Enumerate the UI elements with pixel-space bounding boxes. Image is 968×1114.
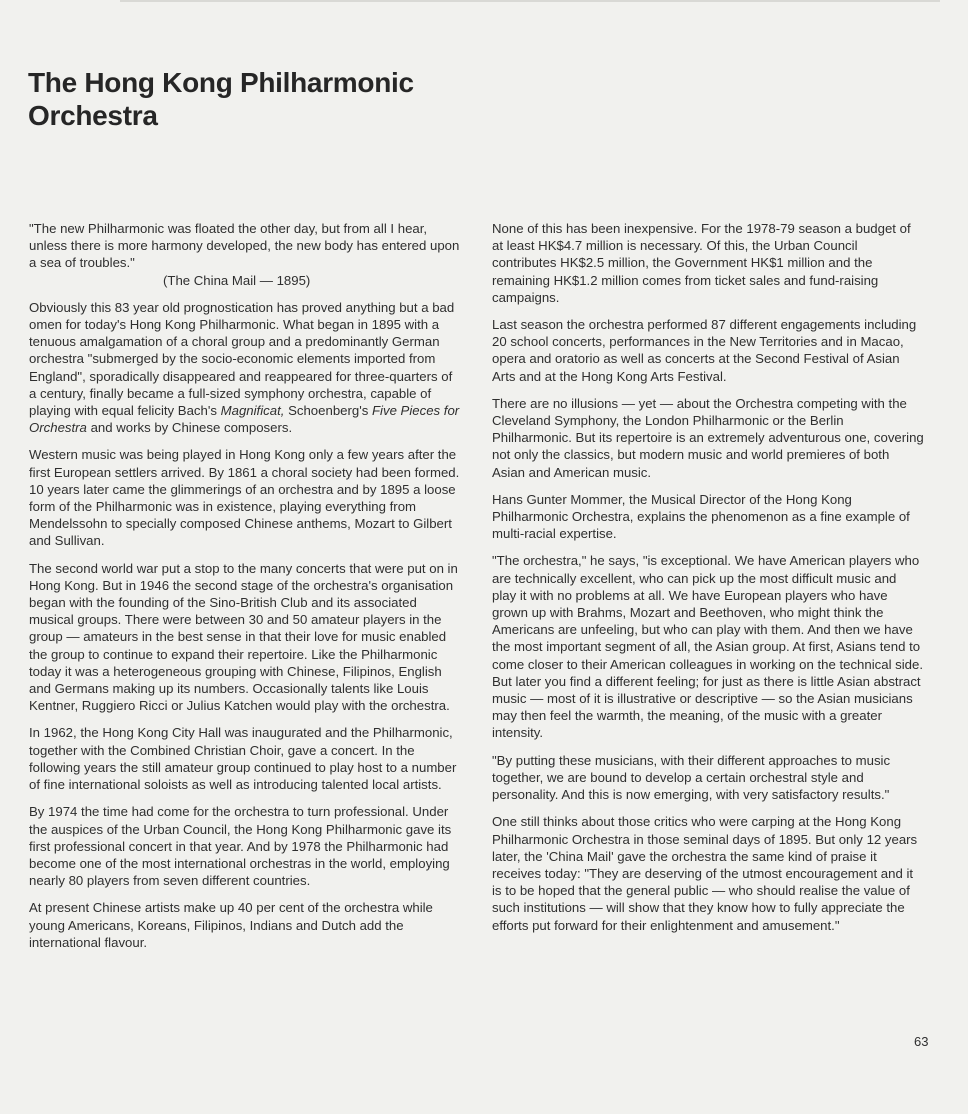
paragraph: In 1962, the Hong Kong City Hall was inaugurated and the Philharmonic, together with the Combined Christian Choir, gave a concert. In the following years the still amateur group continued to play host to a number of fine international soloists as well as introducing talented local artists. <box>29 725 457 793</box>
top-edge-rule <box>120 0 940 2</box>
paragraph: One still thinks about those critics who were carping at the Hong Kong Philharmonic Orchestra in those seminal days of 1895. But only 12 years later, the 'China Mail' gave the orchestra the same kind of praise it receives today: "They are deserving of the utmost encouragement and it is to be hoped that the general public — who should realise the value of such institutions — will show that they know how to fully appreciate the efforts put forward for their enlightenment and amusement." <box>492 814 918 933</box>
paragraph: By 1974 the time had come for the orchestra to turn professional. Under the auspices of the Urban Council, the Hong Kong Philharmonic gave its first professional concert in that year. And by 1978 the Philharmonic had become one of the most international orchestras in the world, employing nearly 80 players from seven different countries. <box>29 804 452 889</box>
paragraph: The second world war put a stop to the many concerts that were put on in Hong Kong. But in 1946 the second stage of the orchestra's organisation began with the founding of the Sino-British Club and its associated musical groups. There were between 30 and 50 amateur players in the group — amateurs in the best sense in that their love for music enabled the group to continue to expand their repertoire. Like the Philharmonic today it was a heterogeneous grouping with Chinese, Filipinos, English and Germans making up its numbers. Occasionally talents like Louis Kentner, Ruggiero Ricci or Julius Katchen would play with the orchestra. <box>29 560 458 714</box>
work-title-magnificat: Magnificat, <box>220 403 285 419</box>
paragraph: Hans Gunter Mommer, the Musical Director of the Hong Kong Philharmonic Orchestra, explains the phenomenon as a fine example of multi-racial expertise. <box>492 491 910 542</box>
paragraph: "The orchestra," he says, "is exceptional. We have American players who are technically excellent, who can pick up the most difficult music and play it with no problems at all. We have European players who have grown up with Brahms, Mozart and Beethoven, who might think the Americans are unfeeling, but who can play with them. And then we have the most important segment of all, the Asian group. At first, Asians tend to come closer to their American colleagues in working on the technical side. But later you find a different feeling; for just as there is little Asian abstract music — most of it is illustrative or descriptive — so the Asian musicians may then feel the warmth, the meaning, of the music with a greater intensity. <box>492 553 924 741</box>
left-column <box>29 220 461 961</box>
paragraph: At present Chinese artists make up 40 per cent of the orchestra while young Americans, Koreans, Filipinos, Indians and Dutch add the international flavour. <box>29 900 433 950</box>
quote-source: (The China Mail — 1895) <box>163 272 311 288</box>
paragraph: None of this has been inexpensive. For the 1978-79 season a budget of at least HK$4.7 million is necessary. Of this, the Urban Council contributes HK$2.5 million, the Government HK$1 million and the remaining HK$1.2 million comes from ticket sales and fund-raising campaigns. <box>492 221 911 305</box>
paragraph: "By putting these musicians, with their different approaches to music together, we are bound to develop a certain orchestral style and personality. And this is now emerging, with very satisfactory results." <box>492 752 891 803</box>
paragraph-text: Obviously this 83 year old prognostication has proved anything but a bad omen for today's Hong Kong Philharmonic. What began in 1895 with a tenuous amalgamation of a choral group and a predominantly German orchestra "submerged by the socio-economic elements imported from England", sporadically disappeared and reappeared for three-quarters of a century, finally became a full-sized symphony orchestra, capable of playing with equal felicity Bach's <box>29 299 455 419</box>
paragraph: Western music was being played in Hong Kong only a few years after the first European settlers arrived. By 1861 a choral society had been formed. 10 years later came the glimmerings of an orchestra and by 1895 a loose form of the Philharmonic was in existence, playing everything from Mendelssohn to specially composed Chinese anthems, Mozart to Gilbert and Sullivan. <box>29 447 460 549</box>
right-column <box>492 220 924 944</box>
opening-quote <box>29 220 461 289</box>
paragraph <box>29 299 461 437</box>
work-title-five-pieces: Five Pieces for Orchestra <box>29 403 460 436</box>
page-title: The Hong Kong Philharmonic Orchestra <box>28 67 414 131</box>
paragraph: There are no illusions — yet — about the Orchestra competing with the Cleveland Symphony, the London Philharmonic or the Berlin Philharmonic. But its repertoire is an extremely adventurous one, covering not only the classics, but modern music and world premieres of both Asian and American music. <box>492 395 924 480</box>
quote-text: "The new Philharmonic was floated the other day, but from all I hear, unless there is more harmony developed, the new body has entered upon a sea of troubles." <box>29 221 460 271</box>
page-number: 63 <box>914 1034 929 1049</box>
paragraph-text: Schoenberg's <box>284 403 372 419</box>
paragraph: Last season the orchestra performed 87 different engagements including 20 school concerts, performances in the New Territories and in Macao, opera and oratorio as well as concerts at the Second Festival of Asian Arts and at the Hong Kong Arts Festival. <box>492 317 917 384</box>
paragraph-text: and works by Chinese composers. <box>86 420 293 436</box>
